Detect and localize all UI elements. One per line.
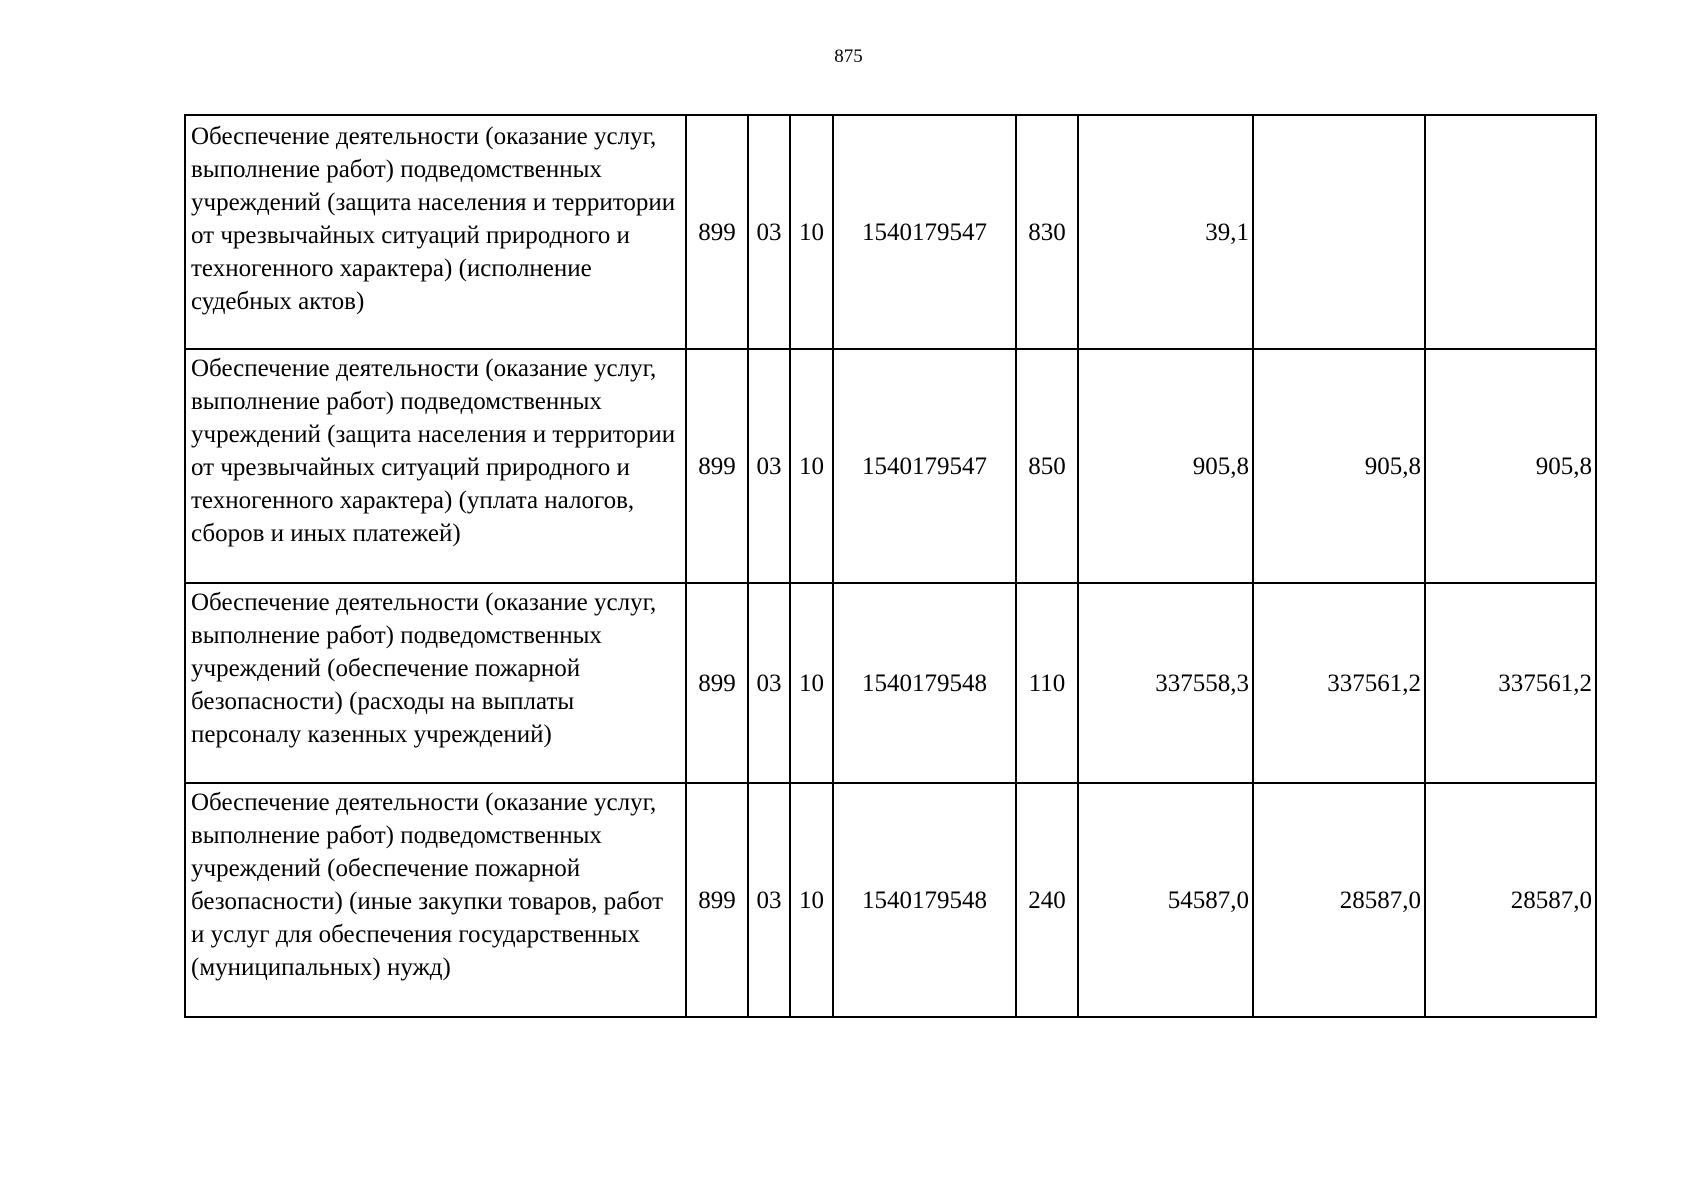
amount-3-cell: 905,8 (1425, 349, 1596, 583)
grbs-cell: 899 (686, 783, 748, 1017)
subsection-cell: 10 (790, 583, 833, 783)
table-row (185, 349, 1596, 583)
amount-3-cell (1425, 115, 1596, 349)
expense-type-cell: 240 (1016, 783, 1078, 1017)
page-number: 875 (834, 46, 863, 67)
amount-1-cell: 54587,0 (1078, 783, 1253, 1017)
section-cell: 03 (748, 349, 790, 583)
target-article-cell: 1540179547 (833, 349, 1016, 583)
amount-3-cell: 28587,0 (1425, 783, 1596, 1017)
subsection-cell: 10 (790, 115, 833, 349)
section-cell: 03 (748, 115, 790, 349)
amount-2-cell (1253, 115, 1425, 349)
section-cell: 03 (748, 783, 790, 1017)
budget-table (184, 114, 1597, 1018)
grbs-cell: 899 (686, 349, 748, 583)
expense-type-cell: 830 (1016, 115, 1078, 349)
subsection-cell: 10 (790, 349, 833, 583)
amount-1-cell: 905,8 (1078, 349, 1253, 583)
target-article-cell: 1540179548 (833, 583, 1016, 783)
description-cell: Обеспечение деятельности (оказание услуг, выполнение работ) подведомственных учреждений (обеспечение пожарной безопасности) (расходы на выплаты персоналу казенных учреждений) (185, 583, 686, 783)
amount-1-cell: 337558,3 (1078, 583, 1253, 783)
amount-1-cell: 39,1 (1078, 115, 1253, 349)
grbs-cell: 899 (686, 115, 748, 349)
section-cell: 03 (748, 583, 790, 783)
target-article-cell: 1540179547 (833, 115, 1016, 349)
amount-2-cell: 28587,0 (1253, 783, 1425, 1017)
table-row (185, 783, 1596, 1017)
amount-2-cell: 905,8 (1253, 349, 1425, 583)
description-cell: Обеспечение деятельности (оказание услуг, выполнение работ) подведомственных учреждений (защита населения и территории от чрезвычайных ситуаций природного и техногенного характера) (исполнение судебных актов) (185, 115, 686, 349)
grbs-cell: 899 (686, 583, 748, 783)
target-article-cell: 1540179548 (833, 783, 1016, 1017)
amount-3-cell: 337561,2 (1425, 583, 1596, 783)
table-row (185, 583, 1596, 783)
description-cell: Обеспечение деятельности (оказание услуг, выполнение работ) подведомственных учреждений (обеспечение пожарной безопасности) (иные закупки товаров, работ и услуг для обеспечения государственных (муниципальных) нужд) (185, 783, 686, 1017)
amount-2-cell: 337561,2 (1253, 583, 1425, 783)
expense-type-cell: 850 (1016, 349, 1078, 583)
description-cell: Обеспечение деятельности (оказание услуг, выполнение работ) подведомственных учреждений (защита населения и территории от чрезвычайных ситуаций природного и техногенного характера) (уплата налогов, сборов и иных платежей) (185, 349, 686, 583)
subsection-cell: 10 (790, 783, 833, 1017)
table-row (185, 115, 1596, 349)
expense-type-cell: 110 (1016, 583, 1078, 783)
